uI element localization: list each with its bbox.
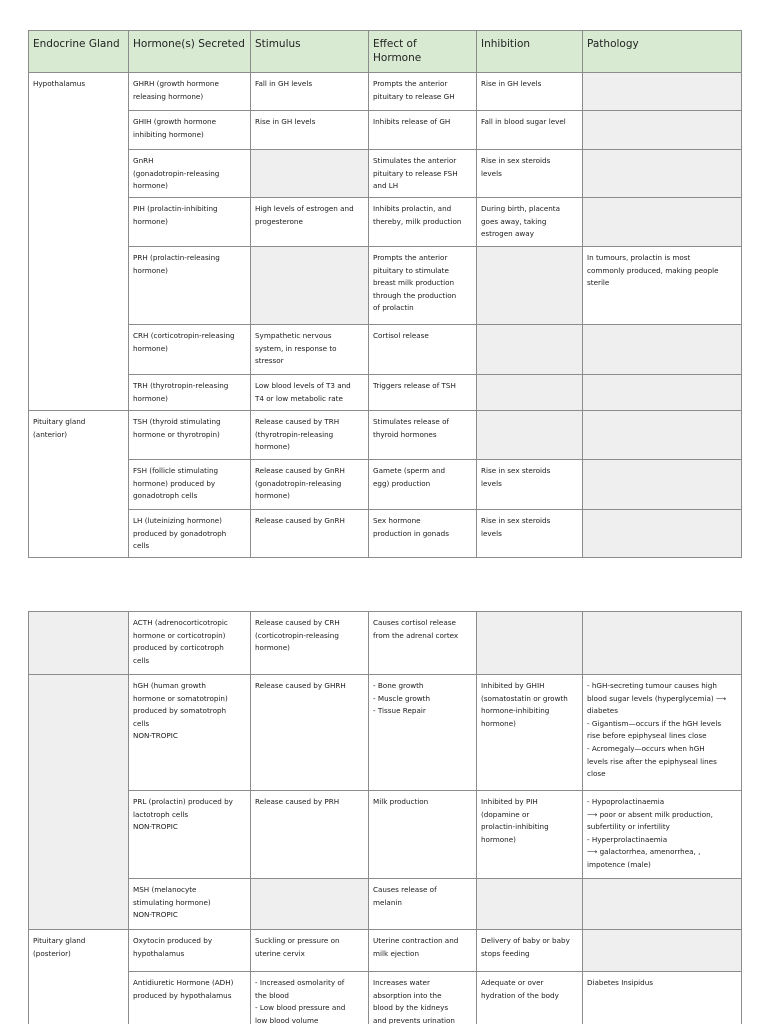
hormone-cell: PRL (prolactin) produced by lactotroph cells NON-TROPIC [129, 791, 251, 879]
effect-cell: Uterine contraction and milk ejection [369, 930, 477, 972]
hormone-cell: PIH (prolactin-inhibiting hormone) [129, 198, 251, 247]
gland-cell [29, 675, 129, 930]
hormone-cell: ACTH (adrenocorticotropic hormone or corticotropin) produced by corticotroph cells [129, 612, 251, 675]
header-effect-of-hormone: Effect of Hormone [369, 31, 477, 73]
pathology-cell [583, 510, 742, 558]
gland-cell: Pituitary gland (anterior) [29, 411, 129, 558]
table-row [29, 612, 742, 675]
inhibition-cell [477, 879, 583, 930]
inhibition-cell [477, 612, 583, 675]
hormone-cell: GHRH (growth hormone releasing hormone) [129, 73, 251, 111]
effect-cell: Milk production [369, 791, 477, 879]
effect-cell: Prompts the anterior pituitary to release GH [369, 73, 477, 111]
table-row [29, 930, 742, 972]
effect-cell: Cortisol release [369, 325, 477, 375]
hormone-cell: TSH (thyroid stimulating hormone or thyrotropin) [129, 411, 251, 460]
table-row [29, 73, 742, 111]
table-row [29, 791, 742, 879]
inhibition-cell: Rise in sex steroids levels [477, 510, 583, 558]
stimulus-cell [251, 879, 369, 930]
pathology-cell [583, 150, 742, 198]
header-hormones-secreted: Hormone(s) Secreted [129, 31, 251, 73]
table-row [29, 247, 742, 325]
inhibition-cell [477, 325, 583, 375]
inhibition-cell [477, 247, 583, 325]
pathology-cell [583, 325, 742, 375]
endocrine-table-part-1 [28, 30, 742, 558]
pathology-cell [583, 198, 742, 247]
hormone-cell: Antidiuretic Hormone (ADH) produced by hypothalamus [129, 972, 251, 1024]
stimulus-cell [251, 150, 369, 198]
effect-cell: Inhibits release of GH [369, 111, 477, 150]
hormone-cell: CRH (corticotropin-releasing hormone) [129, 325, 251, 375]
table-row [29, 675, 742, 791]
pathology-cell [583, 930, 742, 972]
header-stimulus: Stimulus [251, 31, 369, 73]
pathology-cell: - Hypoprolactinaemia ⟶ poor or absent milk production, subfertility or infertility - Hyperprolactinaemia ⟶ galactorrhea, amenorrhea, , impotence (male) [583, 791, 742, 879]
table-row [29, 972, 742, 1024]
table-row [29, 198, 742, 247]
pathology-cell: Diabetes Insipidus [583, 972, 742, 1024]
effect-cell: Gamete (sperm and egg) production [369, 460, 477, 510]
effect-cell: Prompts the anterior pituitary to stimulate breast milk production through the production of prolactin [369, 247, 477, 325]
effect-cell: Stimulates the anterior pituitary to release FSH and LH [369, 150, 477, 198]
pathology-cell [583, 411, 742, 460]
table-row [29, 879, 742, 930]
effect-cell: Sex hormone production in gonads [369, 510, 477, 558]
stimulus-cell: Suckling or pressure on uterine cervix [251, 930, 369, 972]
hormone-cell: GnRH (gonadotropin-releasing hormone) [129, 150, 251, 198]
inhibition-cell [477, 411, 583, 460]
inhibition-cell: Adequate or over hydration of the body [477, 972, 583, 1024]
stimulus-cell [251, 247, 369, 325]
header-pathology: Pathology [583, 31, 742, 73]
stimulus-cell: Low blood levels of T3 and T4 or low metabolic rate [251, 375, 369, 411]
hormone-cell: LH (luteinizing hormone) produced by gonadotroph cells [129, 510, 251, 558]
endocrine-table-part-2 [28, 611, 742, 1024]
stimulus-cell: Release caused by PRH [251, 791, 369, 879]
table-row [29, 460, 742, 510]
pathology-cell [583, 111, 742, 150]
stimulus-cell: Fall in GH levels [251, 73, 369, 111]
pathology-cell: - hGH-secreting tumour causes high blood sugar levels (hyperglycemia) ⟶ diabetes - Gigantism—occurs if the hGH levels rise before epiphyseal lines close - Acromegaly—occurs when hGH levels rise after the epiphyseal lines close [583, 675, 742, 791]
header-inhibition: Inhibition [477, 31, 583, 73]
stimulus-cell: Rise in GH levels [251, 111, 369, 150]
table-row [29, 510, 742, 558]
table-body [29, 612, 742, 1024]
effect-cell: Increases water absorption into the blood by the kidneys and prevents urination [369, 972, 477, 1024]
pathology-cell [583, 460, 742, 510]
inhibition-cell [477, 375, 583, 411]
hormone-cell: PRH (prolactin-releasing hormone) [129, 247, 251, 325]
inhibition-cell: Inhibited by PIH (dopamine or prolactin-inhibiting hormone) [477, 791, 583, 879]
pathology-cell [583, 612, 742, 675]
stimulus-cell: Release caused by GHRH [251, 675, 369, 791]
pathology-cell [583, 375, 742, 411]
stimulus-cell: Release caused by TRH (thyrotropin-releasing hormone) [251, 411, 369, 460]
hormone-cell: Oxytocin produced by hypothalamus [129, 930, 251, 972]
inhibition-cell: Rise in sex steroids levels [477, 150, 583, 198]
table-row [29, 111, 742, 150]
inhibition-cell: Rise in GH levels [477, 73, 583, 111]
table-row [29, 325, 742, 375]
inhibition-cell: Rise in sex steroids levels [477, 460, 583, 510]
header-endocrine-gland: Endocrine Gland [29, 31, 129, 73]
table-row [29, 411, 742, 460]
pathology-cell [583, 73, 742, 111]
stimulus-cell: Release caused by CRH (corticotropin-releasing hormone) [251, 612, 369, 675]
gland-cell: Pituitary gland (posterior) [29, 930, 129, 1024]
table-row [29, 375, 742, 411]
inhibition-cell: Fall in blood sugar level [477, 111, 583, 150]
effect-cell: Inhibits prolactin, and thereby, milk production [369, 198, 477, 247]
table-header-row [29, 31, 742, 73]
stimulus-cell: Release caused by GnRH (gonadotropin-releasing hormone) [251, 460, 369, 510]
table-body [29, 73, 742, 558]
hormone-cell: TRH (thyrotropin-releasing hormone) [129, 375, 251, 411]
hormone-cell: MSH (melanocyte stimulating hormone) NON-TROPIC [129, 879, 251, 930]
effect-cell: Causes release of melanin [369, 879, 477, 930]
effect-cell: - Bone growth - Muscle growth - Tissue Repair [369, 675, 477, 791]
pathology-cell: In tumours, prolactin is most commonly produced, making people sterile [583, 247, 742, 325]
stimulus-cell: Release caused by GnRH [251, 510, 369, 558]
inhibition-cell: During birth, placenta goes away, taking estrogen away [477, 198, 583, 247]
hormone-cell: hGH (human growth hormone or somatotropin) produced by somatotroph cells NON-TROPIC [129, 675, 251, 791]
hormone-cell: FSH (follicle stimulating hormone) produced by gonadotroph cells [129, 460, 251, 510]
stimulus-cell: High levels of estrogen and progesterone [251, 198, 369, 247]
inhibition-cell: Inhibited by GHIH (somatostatin or growth hormone-inhibiting hormone) [477, 675, 583, 791]
effect-cell: Stimulates release of thyroid hormones [369, 411, 477, 460]
effect-cell: Triggers release of TSH [369, 375, 477, 411]
gland-cell [29, 612, 129, 675]
effect-cell: Causes cortisol release from the adrenal cortex [369, 612, 477, 675]
hormone-cell: GHIH (growth hormone inhibiting hormone) [129, 111, 251, 150]
pathology-cell [583, 879, 742, 930]
table-row [29, 150, 742, 198]
inhibition-cell: Delivery of baby or baby stops feeding [477, 930, 583, 972]
stimulus-cell: Sympathetic nervous system, in response to stressor [251, 325, 369, 375]
gland-cell: Hypothalamus [29, 73, 129, 411]
stimulus-cell: - Increased osmolarity of the blood - Low blood pressure and low blood volume [251, 972, 369, 1024]
